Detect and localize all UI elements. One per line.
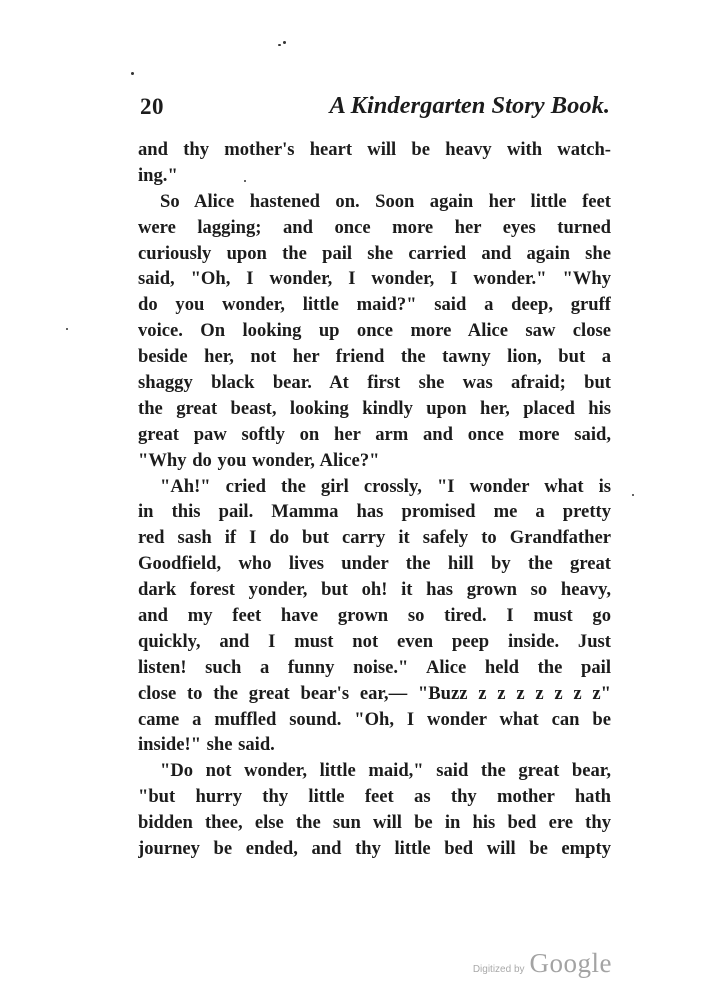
text-line: the great beast, looking kindly upon her, placed his bbox=[138, 397, 611, 419]
watermark-label: Digitized by bbox=[472, 964, 525, 975]
digitized-by-watermark bbox=[473, 948, 612, 979]
text-line: and thy mother's heart will be heavy with watch- bbox=[138, 139, 611, 160]
ink-speck bbox=[278, 44, 281, 46]
body-text bbox=[138, 137, 611, 862]
text-line: "Why do you wonder, Alice?" bbox=[138, 449, 380, 471]
text-line: So Alice hastened on. Soon again her little feet bbox=[160, 190, 611, 212]
ink-speck bbox=[131, 72, 134, 75]
google-logo: Google bbox=[529, 948, 612, 978]
text-line: bidden thee, else the sun will be in his bed ere thy bbox=[138, 812, 611, 834]
text-line: close to the great bear's ear,— "Buzz z z z z z z z" bbox=[138, 682, 611, 704]
text-line: journey be ended, and thy little bed will be empty bbox=[138, 838, 611, 860]
text-line: ing." bbox=[138, 164, 178, 186]
text-line: "but hurry thy little feet as thy mother hath bbox=[138, 786, 611, 808]
text-line: and my feet have grown so tired. I must go bbox=[138, 605, 611, 627]
page-header bbox=[140, 88, 610, 128]
text-line: "Ah!" cried the girl crossly, "I wonder what is bbox=[160, 475, 611, 497]
text-line: in this pail. Mamma has promised me a pretty bbox=[138, 501, 611, 523]
running-title: A Kindergarten Story Book. bbox=[329, 92, 610, 119]
text-line: were lagging; and once more her eyes turned bbox=[138, 216, 611, 238]
text-line: red sash if I do but carry it safely to Grandfather bbox=[138, 527, 611, 549]
text-line: curiously upon the pail she carried and again she bbox=[138, 242, 611, 264]
text-line: inside!" she said. bbox=[138, 734, 275, 756]
text-line: do you wonder, little maid?" said a deep, gruff bbox=[138, 294, 611, 316]
text-line: came a muffled sound. "Oh, I wonder what can be bbox=[138, 708, 611, 730]
text-line: great paw softly on her arm and once more said, bbox=[138, 423, 611, 445]
text-line: said, "Oh, I wonder, I wonder, I wonder." "Why bbox=[138, 268, 611, 290]
ink-speck bbox=[283, 41, 286, 44]
text-line: shaggy black bear. At first she was afraid; but bbox=[138, 372, 611, 394]
text-line: "Do not wonder, little maid," said the great bear, bbox=[160, 760, 611, 782]
ink-speck bbox=[632, 494, 634, 496]
text-line: dark forest yonder, but oh! it has grown so heavy, bbox=[138, 579, 611, 601]
ink-speck bbox=[66, 328, 68, 330]
text-line: listen! such a funny noise." Alice held the pail bbox=[138, 656, 611, 678]
text-line: voice. On looking up once more Alice saw close bbox=[138, 320, 611, 342]
text-line: Goodfield, who lives under the hill by the great bbox=[138, 553, 611, 575]
text-line: quickly, and I must not even peep inside. Just bbox=[138, 630, 611, 652]
text-line: beside her, not her friend the tawny lion, but a bbox=[138, 346, 611, 368]
page-number: 20 bbox=[140, 94, 164, 119]
